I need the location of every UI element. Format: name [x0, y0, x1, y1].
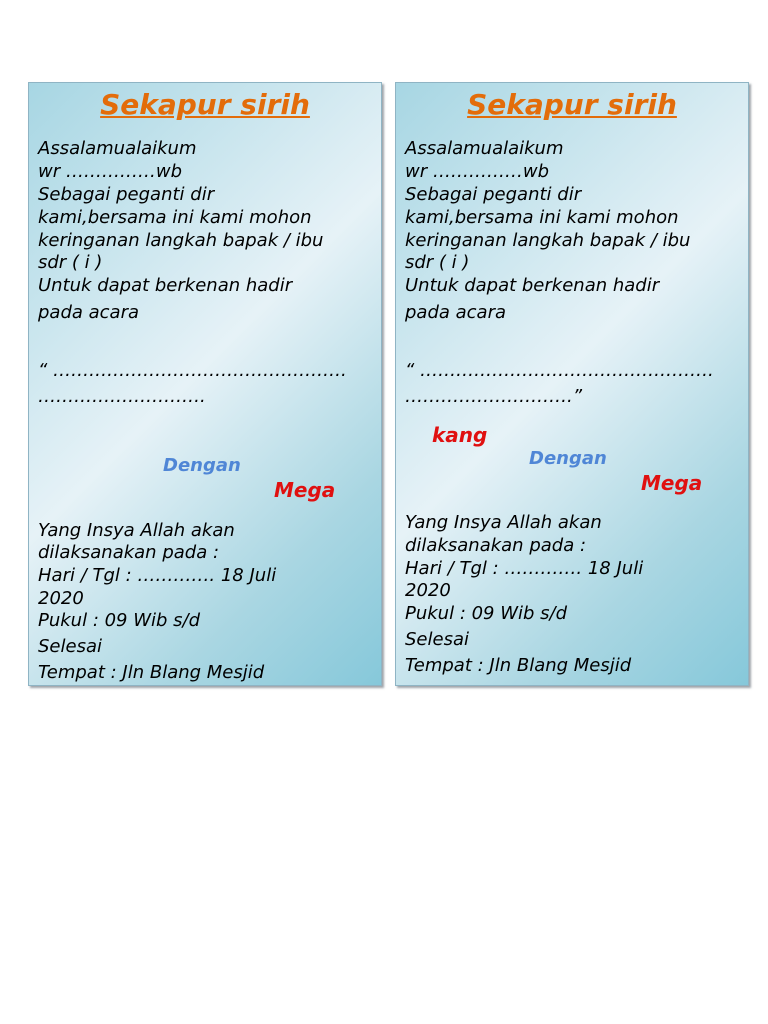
- name-first: kang: [432, 423, 488, 447]
- body-line-1: Sebagai peganti dir: [38, 184, 215, 205]
- quote-line-2: ……………………….”: [405, 386, 583, 407]
- invitation-card-left: [28, 82, 382, 686]
- body-line-4: sdr ( i ): [38, 252, 103, 273]
- time-end-line: Selesai: [405, 629, 469, 650]
- greeting-line-1: Assalamualaikum: [38, 138, 197, 159]
- body-line-6: pada acara: [405, 302, 507, 323]
- greeting-line-1: Assalamualaikum: [405, 138, 564, 159]
- body-line-5: Untuk dapat berkenan hadir: [405, 275, 660, 296]
- year-line: 2020: [405, 580, 451, 601]
- dengan-label: Dengan: [163, 455, 241, 476]
- body-line-4: sdr ( i ): [405, 252, 470, 273]
- body-line-2: kami,bersama ini kami mohon: [405, 207, 679, 228]
- name-second: Mega: [274, 478, 336, 502]
- card-title: Sekapur sirih: [100, 88, 310, 121]
- card-title: Sekapur sirih: [467, 88, 677, 121]
- body-line-2: kami,bersama ini kami mohon: [38, 207, 312, 228]
- invitation-card-right: [395, 82, 749, 686]
- place-line: Tempat : Jln Blang Mesjid: [38, 662, 265, 683]
- time-line: Pukul : 09 Wib s/d: [405, 603, 568, 624]
- name-second: Mega: [641, 471, 703, 495]
- quote-line-1: “ ………………………………………….: [405, 360, 714, 381]
- dengan-label: Dengan: [529, 448, 607, 469]
- date-line: Hari / Tgl : …………. 18 Juli: [405, 558, 644, 579]
- time-end-line: Selesai: [38, 636, 102, 657]
- body-line-1: Sebagai peganti dir: [405, 184, 582, 205]
- body-line-3: keringanan langkah bapak / ibu: [405, 230, 691, 251]
- schedule-line-2: dilaksanakan pada :: [405, 535, 587, 556]
- schedule-line-2: dilaksanakan pada :: [38, 542, 220, 563]
- schedule-line-1: Yang Insya Allah akan: [405, 512, 602, 533]
- greeting-line-2: wr ……………wb: [38, 161, 182, 182]
- quote-line-1: “ ………………………………………….: [38, 360, 347, 381]
- year-line: 2020: [38, 588, 84, 609]
- body-line-6: pada acara: [38, 302, 140, 323]
- time-line: Pukul : 09 Wib s/d: [38, 610, 201, 631]
- greeting-line-2: wr ……………wb: [405, 161, 549, 182]
- place-line: Tempat : Jln Blang Mesjid: [405, 655, 632, 676]
- date-line: Hari / Tgl : …………. 18 Juli: [38, 565, 277, 586]
- schedule-line-1: Yang Insya Allah akan: [38, 520, 235, 541]
- body-line-5: Untuk dapat berkenan hadir: [38, 275, 293, 296]
- quote-line-2: ……………………….: [38, 386, 206, 407]
- body-line-3: keringanan langkah bapak / ibu: [38, 230, 324, 251]
